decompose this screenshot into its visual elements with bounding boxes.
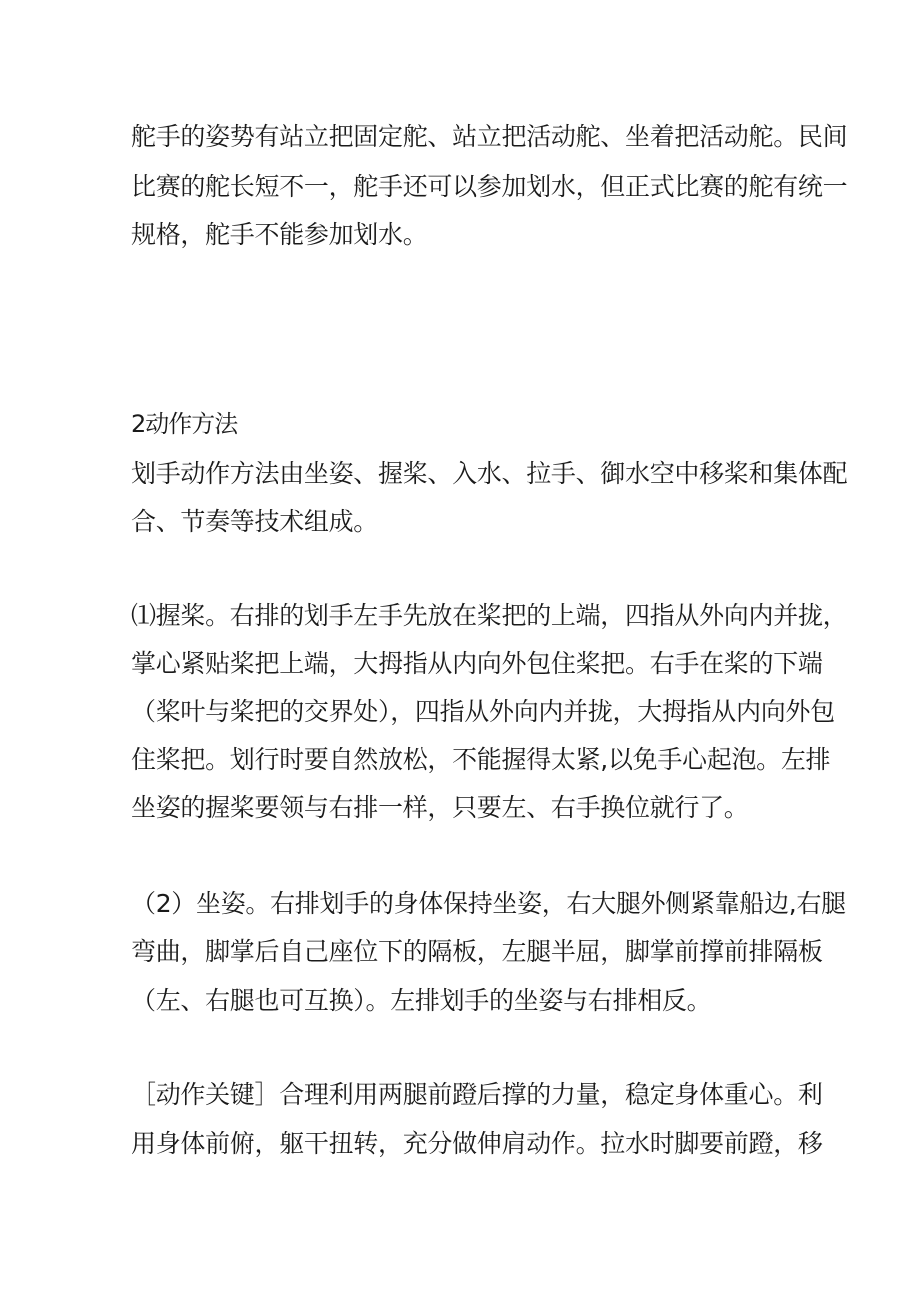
text-line: ⑴握桨。右排的划手左手先放在桨把的上端，四指从外向内并拢， xyxy=(131,601,848,630)
text-line: ［动作关键］合理利用两腿前蹬后撑的力量，稳定身体重心。利 xyxy=(131,1080,823,1109)
text-line: 掌心紧贴桨把上端，大拇指从内向外包住桨把。右手在桨的下端 xyxy=(131,649,823,678)
section-heading: 2动作方法 xyxy=(131,410,238,438)
text-line: 弯曲，脚掌后自己座位下的隔板，左腿半屈，脚掌前撑前排隔板 xyxy=(131,937,823,966)
text-line: 比赛的舵长短不一，舵手还可以参加划水，但正式比赛的舵有统一 xyxy=(131,172,848,201)
text-line: 坐姿的握桨要领与右排一样，只要左、右手换位就行了。 xyxy=(131,793,749,822)
text-line: 划手动作方法由坐姿、握桨、入水、拉手、御水空中移桨和集体配 xyxy=(131,459,848,488)
text-line: 住桨把。划行时要自然放松，不能握得太紧,以免手心起泡。左排 xyxy=(131,745,831,774)
text-line: 合、节奏等技术组成。 xyxy=(131,507,379,536)
text-line: 规格，舵手不能参加划水。 xyxy=(131,220,428,249)
text-line: （桨叶与桨把的交界处），四指从外向内并拢，大拇指从内向外包 xyxy=(131,697,835,726)
text-line: （左、右腿也可互换）。左排划手的坐姿与右排相反。 xyxy=(131,986,712,1015)
text-line: 用身体前俯，躯干扭转，充分做伸肩动作。拉水时脚要前蹬，移 xyxy=(131,1129,823,1158)
text-line: （2）坐姿。右排划手的身体保持坐姿，右大腿外侧紧靠船边,右腿 xyxy=(131,889,846,918)
text-line: 舵手的姿势有站立把固定舵、站立把活动舵、坐着把活动舵。民间 xyxy=(131,122,848,151)
